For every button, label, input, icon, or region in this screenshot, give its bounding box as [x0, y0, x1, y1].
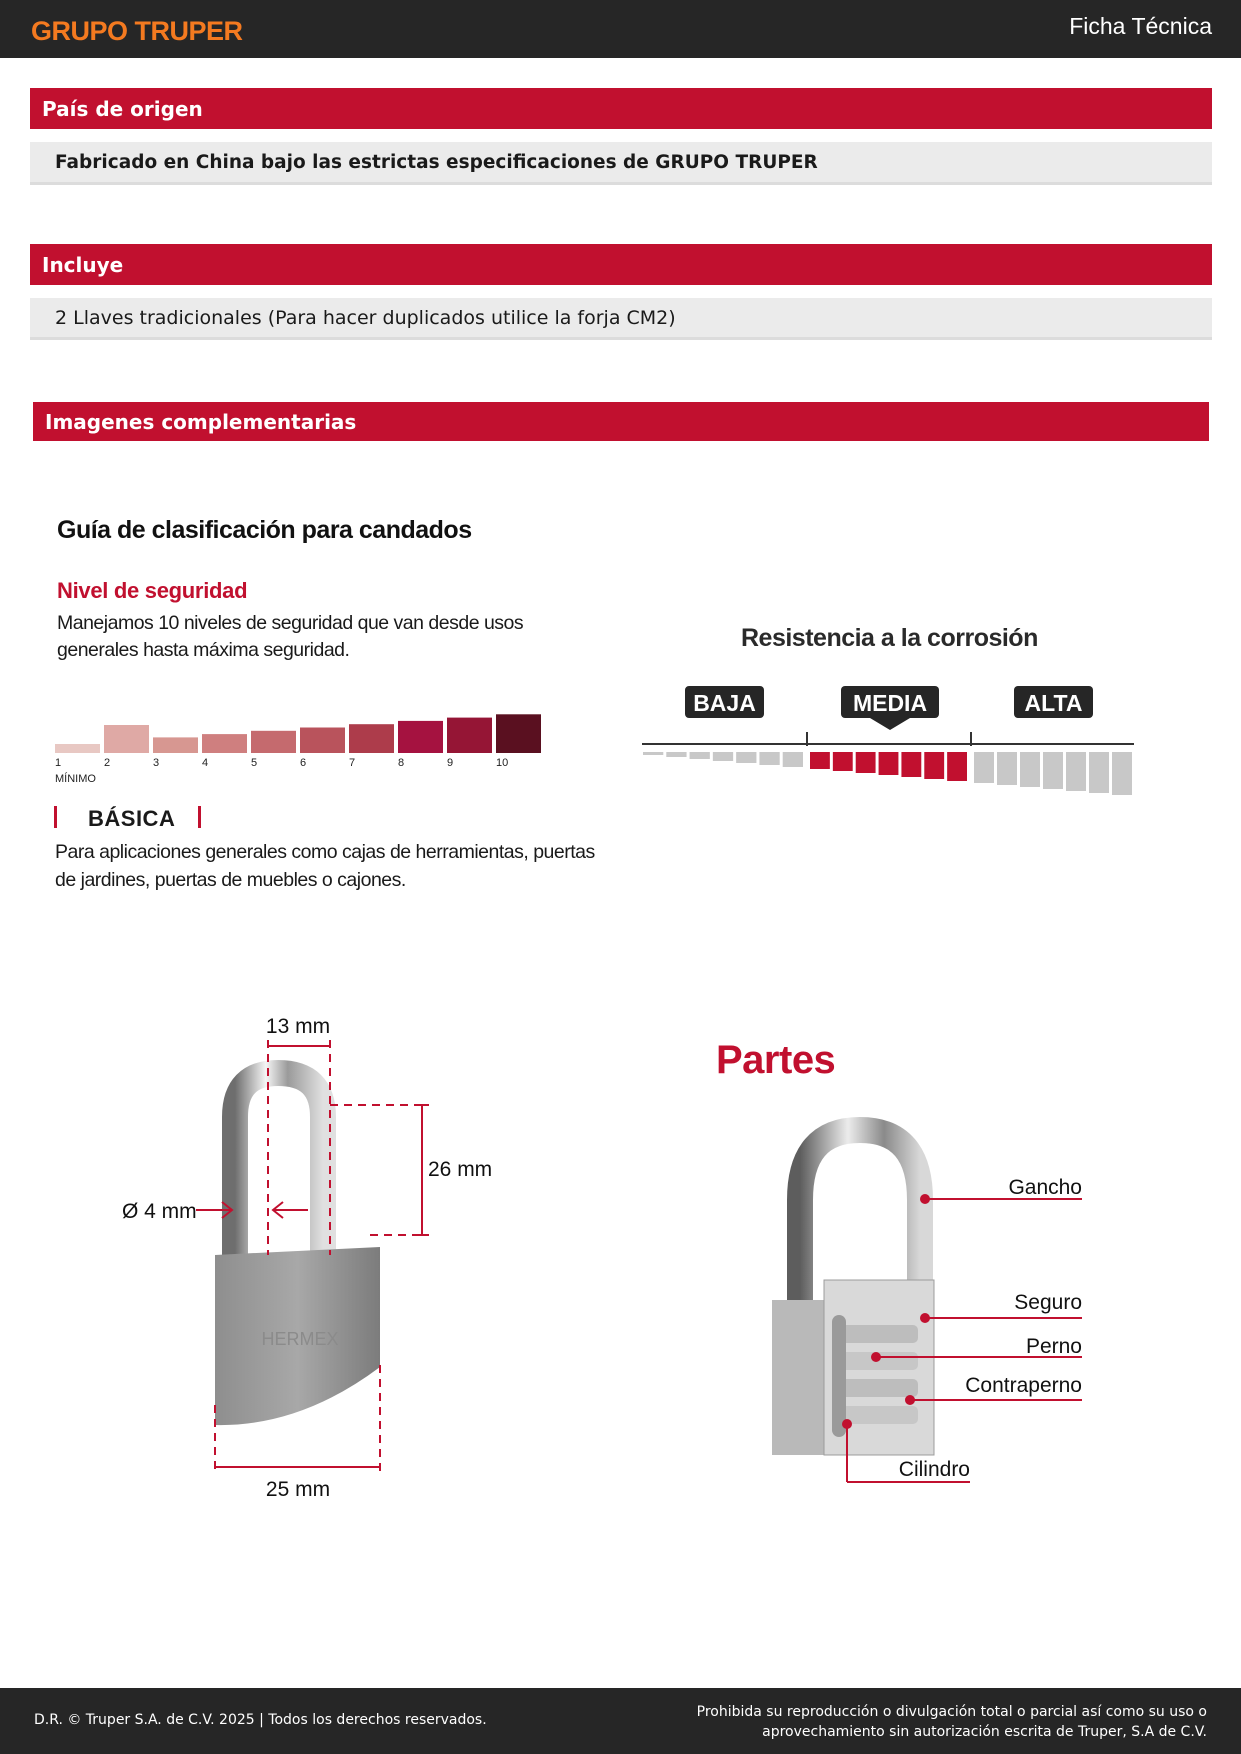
corrosion-block — [901, 752, 921, 777]
part-label-contraperno: Contraperno — [965, 1374, 1082, 1397]
section-includes-title: Incluye — [30, 244, 1212, 285]
part-label-perno: Perno — [1025, 1335, 1082, 1358]
footer-copyright: D.R. © Truper S.A. de C.V. 2025 | Todos los derechos reservados. — [34, 1712, 487, 1728]
min-label: MÍNIMO — [55, 773, 96, 785]
section-images-title: Imagenes complementarias — [33, 402, 1209, 441]
corrosion-block — [1066, 752, 1086, 791]
security-level-tick: 1 — [55, 757, 62, 769]
security-level-tick: 10 — [496, 757, 509, 769]
security-level-bar — [55, 744, 100, 753]
callout-cilindro — [842, 1419, 970, 1482]
security-level-bar — [104, 725, 149, 753]
dim-25-label: 25 mm — [265, 1478, 331, 1501]
security-level-bar — [300, 728, 345, 754]
section-origin-title: País de origen — [30, 88, 1212, 129]
level-name: BÁSICA — [88, 806, 176, 831]
dim-diameter-label: Ø 4 mm — [122, 1200, 197, 1223]
parts-callouts — [820, 1160, 1090, 1490]
corrosion-block — [1089, 752, 1109, 793]
security-level-tick: 5 — [251, 757, 258, 769]
security-level-tick: 4 — [202, 757, 209, 769]
security-level-tick: 6 — [300, 757, 307, 769]
security-level-bar — [202, 734, 247, 753]
truper-logo: GRUPO TRUPER — [31, 16, 243, 46]
security-level-bar — [349, 724, 394, 753]
corrosion-block — [974, 752, 994, 783]
corrosion-block — [1020, 752, 1040, 787]
guide-title: Guía de clasificación para candados — [57, 516, 472, 544]
callout-perno — [871, 1335, 1082, 1362]
corrosion-block — [856, 752, 876, 773]
callout-contraperno — [905, 1374, 1082, 1405]
parts-title: Partes — [716, 1038, 836, 1082]
corrosion-badge-baja — [685, 686, 764, 718]
corrosion-block — [1043, 752, 1063, 789]
corrosion-block — [997, 752, 1017, 785]
corrosion-block — [879, 752, 899, 775]
corrosion-label-alta: ALTA — [1024, 690, 1083, 716]
corrosion-block — [783, 752, 803, 767]
padlock-dimensions-figure — [110, 1005, 510, 1515]
corrosion-block — [1112, 752, 1132, 795]
security-level-bar — [153, 737, 198, 753]
level-bracket-right — [198, 806, 201, 828]
dim-26-label: 26 mm — [428, 1158, 493, 1181]
security-level-description: Manejamos 10 niveles de seguridad que van desde usos generales hasta máxima seguridad. — [57, 612, 524, 661]
corrosion-block — [810, 752, 830, 769]
corrosion-block — [833, 752, 853, 771]
corrosion-block — [759, 752, 779, 765]
corrosion-block — [924, 752, 944, 779]
corrosion-block — [713, 752, 733, 761]
security-level-bar — [398, 721, 443, 753]
callout-seguro — [920, 1291, 1082, 1323]
security-level-tick: 3 — [153, 757, 160, 769]
callout-gancho — [920, 1176, 1082, 1204]
corrosion-badge-alta — [1014, 686, 1093, 718]
corrosion-block — [947, 752, 967, 781]
parts-body-side — [772, 1300, 824, 1455]
corrosion-block — [736, 752, 756, 763]
security-level-chart — [50, 690, 550, 790]
header-title: Ficha Técnica — [1069, 13, 1212, 39]
level-bracket-left — [54, 806, 57, 828]
security-level-tick: 7 — [349, 757, 356, 769]
security-level-title: Nivel de seguridad — [57, 578, 248, 603]
corrosion-scale — [640, 680, 1140, 800]
part-label-cilindro: Cilindro — [898, 1458, 970, 1481]
brand-engraving: HERMEX — [261, 1329, 339, 1349]
security-level-bar — [496, 714, 541, 753]
includes-text: 2 Llaves tradicionales (Para hacer duplicados utilice la forja CM2) — [30, 298, 1212, 340]
shackle-icon — [235, 1073, 323, 1270]
corrosion-block — [643, 752, 663, 755]
dim-13-label: 13 mm — [265, 1015, 331, 1038]
security-level-bar — [447, 718, 492, 753]
corrosion-block — [690, 752, 710, 759]
corrosion-title: Resistencia a la corrosión — [741, 624, 1038, 652]
part-label-seguro: Seguro — [1014, 1291, 1082, 1314]
corrosion-label-baja: BAJA — [693, 690, 756, 716]
footer-disclaimer: Prohibida su reproducción o divulgación total o parcial así como su uso o aprovechamiento sin autorización escrita de Truper, S.A de C.V. — [696, 1704, 1207, 1740]
security-level-tick: 8 — [398, 757, 405, 769]
security-level-tick: 2 — [104, 757, 111, 769]
origin-text: Fabricado en China bajo las estrictas especificaciones de GRUPO TRUPER — [30, 142, 1212, 185]
corrosion-label-media: MEDIA — [852, 690, 928, 716]
corrosion-block — [666, 752, 686, 757]
security-level-bar — [251, 731, 296, 753]
part-label-gancho: Gancho — [1008, 1176, 1082, 1199]
selected-pointer-icon — [870, 718, 910, 730]
security-level-tick: 9 — [447, 757, 454, 769]
corrosion-badge-media — [841, 686, 939, 730]
level-description: Para aplicaciones generales como cajas de herramientas, puertas de jardines, puertas de muebles o cajones. — [55, 841, 595, 891]
